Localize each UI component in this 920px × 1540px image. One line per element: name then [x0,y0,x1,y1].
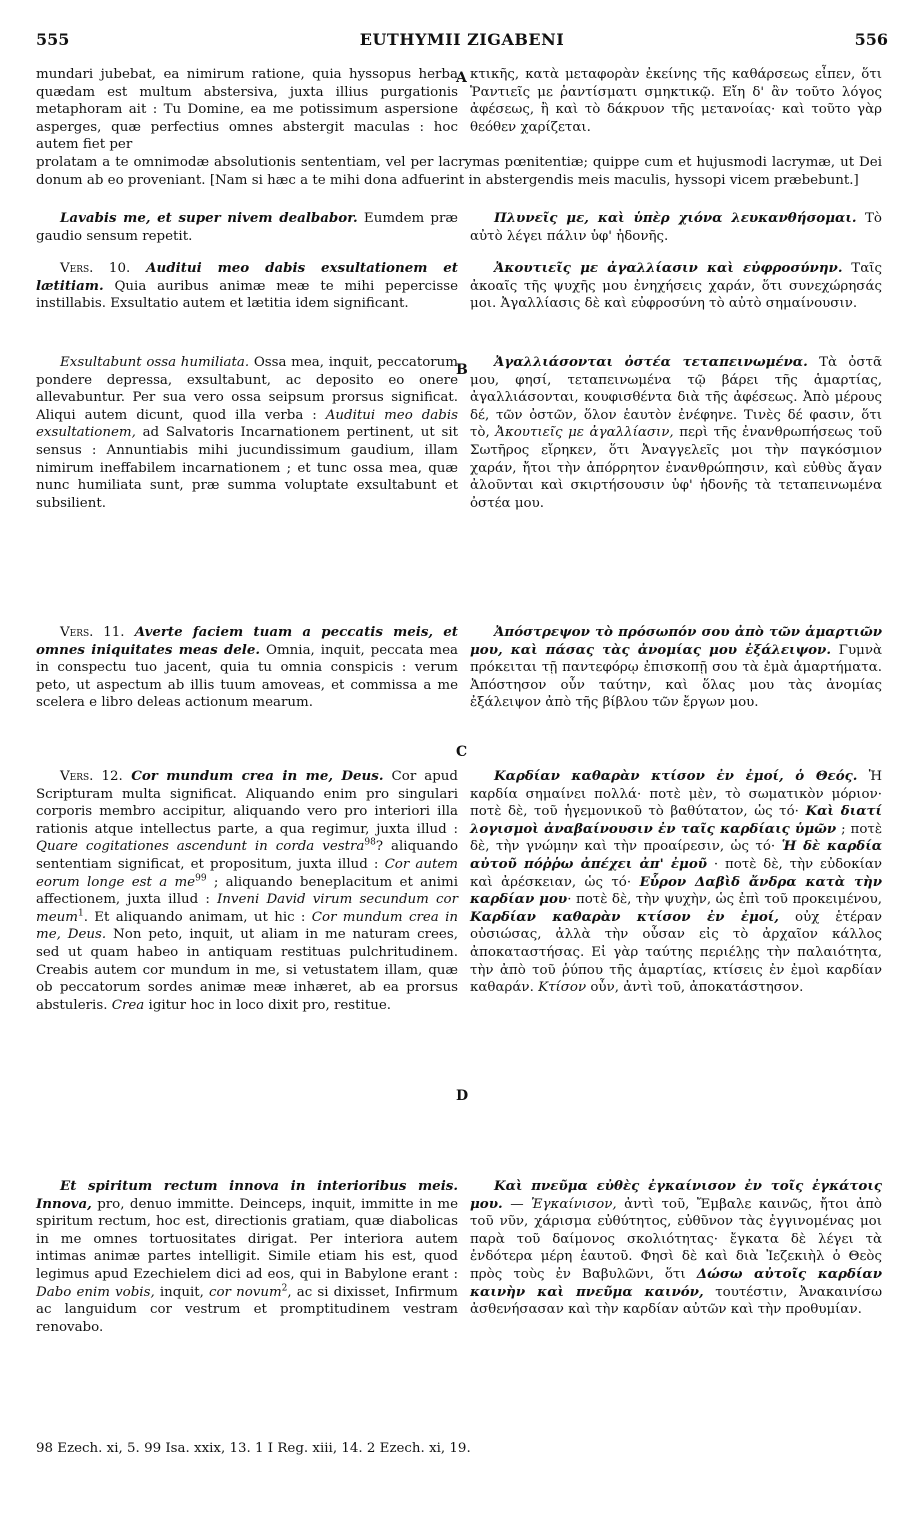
margin-marker-c: C [456,744,468,760]
footnote-ref: 98 [364,837,376,848]
verse-commentary: Ταῖς ἀκοαῖς τῆς ψυχῆς μου ἐνηχήσεις χαράν, ὅτι συνεχώρησάς μοι. Ἀγαλλίασις δὲ καὶ εὐφροσύνη τὸ αὐτὸ σημαίνουσιν. [470,261,882,312]
quotation: Cor autem eorum longe est a me [36,856,459,890]
verse-commentary: . Et aliquando animam, ut hic : [83,909,312,925]
verse-label: Vers. 12. [60,769,123,784]
verse-commentary: ; ποτὲ δὲ, τὴν γνώμην καὶ τὴν προαίρεσιν, ὡς τό· [470,821,883,855]
quotation: Καὶ διατί λογισμοὶ ἀναβαίνουσιν ἐν ταῖς καρδίαις ὑμῶν [470,803,883,837]
verse-lemma: Καρδίαν καθαρὰν κτίσον ἐν ἐμοί, ὁ Θεός. [494,768,858,784]
latin-verse-9 [36,210,458,245]
verse-commentary: Τὰ ὀστᾶ μου, φησί, τεταπεινωμένα τῷ βάρει τῆς ἁμαρτίας, ἀγαλλιάσονται, κουφισθέντα διὰ τῆς ἀφέσεως. Ἀπὸ μέρους δέ, τῶν ὀστῶν, ὅλον ἑαυτὸν ἐνέφηνε. Τινὲς δέ φασιν, ὅτι τὸ, [470,355,882,441]
verse-commentary: — [502,1196,532,1212]
verse-label: Vers. 11. [60,625,125,640]
quotation: Κτίσον [538,980,587,996]
verse-commentary: Cor apud Scripturam multa significat. Aliquando enim pro singulari corporis membro accipitur, aliquando vero pro interiori illa rationis atque intellectus parte, a qua regimur, juxta illud : [36,769,458,837]
greek-verse-10b [470,354,882,512]
quotation: Καρδίαν καθαρὰν κτίσον ἐν ἐμοί, [470,908,779,925]
latin-paragraph-opening [36,66,458,154]
verse-commentary: ἀντὶ τοῦ, Ἔμβαλε καινῶς, ἤτοι ἀπὸ τοῦ νῦν, χάρισμα εὐθύτητος, εὐθῦνον τὰς ἐγγινομένας μοι παρὰ τοῦ δαίμονος σκολιότητας· ἔγκατα δὲ λέγει τὰ ἐνδότερα μέρη ἑαυτοῦ. Φησὶ δὲ καὶ διὰ Ἰεζεκιὴλ ὁ Θεὸς πρὸς τοὺς ἐν Βαβυλῶνι, ὅτι [470,1196,882,1282]
greek-verse-11 [470,624,882,712]
verse-commentary: Ἡ καρδία σημαίνει πολλά· ποτὲ μὲν, τὸ σωματικὸν μόριον· ποτὲ δὲ, τοῦ ἡγεμονικοῦ τὸ βαθύτατον, ὡς τό· [470,769,882,820]
greek-verse-9 [470,210,882,245]
latin-verse-11 [36,624,458,712]
verse-lemma: Lavabis me, et super nivem dealbabor. [60,210,358,226]
verse-commentary: Omnia, inquit, peccata mea in conspectu tuo jacent, quia tu omnia conspicis : verum peto, ut aspectum ab illis tuum amoveas, et commissa a me scelera e libro deleas actionum mearum. [36,642,458,711]
verse-commentary: · ποτὲ δὲ, τὴν ψυχὴν, ὡς ἐπὶ τοῦ προκειμένου, [567,892,882,908]
verse-commentary: Τὸ αὐτὸ λέγει πάλιν ὑφ' ἡδονῆς. [470,211,882,244]
margin-marker-d: D [456,1088,469,1104]
quotation: Auditui meo dabis exsultationem, [36,407,458,441]
quotation: Quare cogitationes ascendunt in corda vestra [36,839,365,855]
quotation: cor novum [209,1284,282,1300]
verse-commentary: περὶ τῆς ἐνανθρωπήσεως τοῦ Σωτῆρος εἴρηκεν, ὅτι Ἀναγγελεῖς μοι τὴν παγκόσμιον χαράν, ἤτοι τὴν ἀπόρρητον ἐνανθρώπησιν, καὶ εὐθὺς ἄγαν ἀλοῦνται καὶ σκιρτήσουσιν ὑφ' ἡδονῆς τὰ τεταπεινωμένα ὀστέα μου. [470,425,883,511]
full-width-text [36,154,882,189]
margin-marker-b: B [456,362,468,378]
quotation: Εὗρον Δαβὶδ ἄνδρα κατὰ τὴν καρδίαν μου [470,873,882,908]
verse-commentary: Eumdem præ gaudio sensum repetit. [36,211,458,244]
running-header [36,30,888,54]
verse-lemma: Καὶ πνεῦμα εὐθὲς ἐγκαίνισον ἐν τοῖς ἐγκάτοις μου. [470,1178,882,1212]
verse-lemma: Ἀγαλλιάσονται ὀστέα τεταπεινωμένα. [494,354,808,370]
verse-lemma: Auditui meo dabis exsultationem et lætitiam. [36,260,458,294]
footnote-ref: 2 [281,1283,288,1294]
margin-marker-a: A [456,70,467,86]
verse-commentary: ad Salvatoris Incarnationem pertinent, ut sit sensus : Annuntiabis mihi jucundissimum gaudium, illam nimirum ineffabilem incarnationem ; et tunc ossa mea, quæ nunc humiliata sunt, præ summa voluptate exsultabunt et subsilient. [36,425,458,511]
verse-commentary: ; aliquando beneplacitum et animi affectionem, juxta illud : [36,874,459,908]
quotation: Inveni David virum secundum cor meum [36,892,458,925]
verse-commentary: ? aliquando sententiam significat, et propositum, juxta illud : [36,839,459,872]
running-title: EUTHYMII ZIGABENI [359,30,565,49]
greek-verse-12 [470,768,882,997]
quotation: Cor mundum crea in me, Deus. [36,909,458,943]
latin-verse-10b [36,354,458,512]
quotation: Innova, [36,1195,92,1212]
verse-commentary: Quia auribus animæ meæ te mihi pepercisse instillabis. Exsultatio autem et lætitia idem significant. [36,278,458,312]
latin-text: mundari jubebat, ea nimirum ratione, quia hyssopus herba quædam est multum abstersiva, juxta illius purgationis metaphoram ait : Tu Domine, ea me potissimum aspersione asperges, quæ perfectius omnes abstergit maculas : hoc autem fiet per [36,67,458,153]
verse-commentary: , ac si dixisset, Infirmum ac languidum cor vestrum et promptitudinem vestram renovabo. [36,1284,459,1335]
quotation: Crea [111,997,145,1013]
verse-commentary: οὖν, ἀντὶ τοῦ, ἀποκατάστησον. [586,980,804,996]
greek-paragraph-opening [470,66,882,136]
greek-verse-12b [470,1178,882,1319]
verse-commentary: τουτέστιν, Ἀνακαινίσω ἀσθενήσασαν καὶ τὴν καρδίαν αὐτῶν καὶ τὴν προθυμίαν. [470,1284,882,1318]
verse-lemma: Et spiritum rectum innova in interioribus meis. [60,1178,458,1194]
full-width-latin: prolatam a te omnimodæ absolutionis sententiam, vel per lacrymas pœnitentiæ; quippe cum et hujusmodi lacrymæ, ut Dei donum ab eo proveniant. [Nam si hæc a te mihi dona adfuerint in abstergendis meis maculis, hyssopi vicem præbebunt.] [36,155,882,188]
verse-commentary: pro, denuo immitte. Deinceps, inquit, immitte in me spiritum rectum, hoc est, directionis gratiam, quæ diabolicas in me omnes tortuositates dirigat. Per interiora autem intimas animæ partes intelligit. Simile etiam his est, quod legimus apud Ezechielem dici ad eos, qui in Babylone erant : [36,1196,458,1282]
verse-commentary: · ποτὲ δὲ, τὴν εὐδοκίαν καὶ ἀρέσκειαν, ὡς τό· [470,856,883,890]
latin-verse-12 [36,768,458,1014]
verse-commentary: Γυμνὰ πρόκειται τῇ παντεφόρῳ ἐπισκοπῇ σου τὰ ἐμὰ ἁμαρτήματα. Ἀπόστησον οὖν ταύτην, καὶ ὅλας μου τὰς ἀνομίας ἐξάλειψον ἀπὸ τῆς βίβλου τῶν ἔργων μου. [470,642,882,711]
greek-text: κτικῆς, κατὰ μεταφορὰν ἐκείνης τῆς καθάρσεως εἶπεν, ὅτι Ῥαντιεῖς με ῥαντίσματι σμηκτικῷ. Εἴη δ' ἂν τοῦτο λόγος ἀφέσεως, ἢ καὶ τὸ δάκρυον τῆς μετανοίας· καὶ τοῦτο γὰρ θεόθεν χαρίζεται. [470,67,882,135]
verse-lemma: Exsultabunt ossa humiliata. [60,355,250,370]
verse-commentary: inquit, [154,1284,209,1300]
verse-commentary: Ossa mea, inquit, peccatorum pondere depressa, exsultabunt, ac deposito eo onere allevabuntur. Per sua vero ossa seipsum prorsus significat. Aliqui autem dicunt, quod illa verba : [36,355,459,423]
quotation: Ἡ δὲ καρδία αὐτοῦ πόῤῥω ἀπέχει ἀπ' ἐμοῦ [470,838,883,872]
latin-verse-12b [36,1178,458,1336]
verse-commentary: οὐχ ἑτέραν οὐσιώσας, ἀλλὰ τὴν οὖσαν εἰς τὸ ἀρχαῖον κάλλος ἀποκαταστήσας. Εἰ γὰρ ταύτης περιέλῃς τὴν παλαιότητα, τὴν ἀπὸ τοῦ ῥύπου τῆς ἁμαρτίας, κτίσεις ἐν ἐμοὶ καρδίαν καθαράν. [470,909,882,996]
verse-lemma: Πλυνεῖς με, καὶ ὑπὲρ χιόνα λευκανθήσομαι. [494,210,857,226]
verse-commentary: Non peto, inquit, ut aliam in me naturam crees, sed ut quam habeo in antiquam restituas pulchritudinem. Creabis autem cor mundum in me, si vetustatem illam, quæ ob peccatorum sordes animæ meæ inhæret, ab ea prorsus abstuleris. [36,927,458,1013]
verse-lemma: Ἀκουτιεῖς με ἀγαλλίασιν καὶ εὐφροσύνην. [494,260,843,276]
footnotes: 98 Ezech. xi, 5. 99 Isa. xxix, 13. 1 I Reg. xiii, 14. 2 Ezech. xi, 19. [36,1441,471,1456]
page-number-right: 556 [854,30,888,49]
footnote-ref: 1 [77,908,84,919]
verse-label: Vers. 10. [60,261,131,276]
page-number-left: 555 [36,30,70,49]
quotation: Δώσω αὐτοῖς καρδίαν καινὴν καὶ πνεῦμα καινόν, [470,1265,882,1300]
quotation: Ἀκουτιεῖς με ἀγαλλίασιν, [495,425,674,441]
verse-lemma: Ἀπόστρεψον τὸ πρόσωπόν σου ἀπὸ τῶν ἁμαρτιῶν μου, καὶ πάσας τὰς ἀνομίας μου ἐξάλειψον. [470,624,882,658]
verse-lemma: Cor mundum crea in me, Deus. [122,768,384,784]
footnote-ref: 99 [195,873,207,884]
greek-verse-10 [470,260,882,313]
quotation: Ἐγκαίνισον, [531,1196,617,1212]
verse-lemma: Averte faciem tuam a peccatis meis, et omnes iniquitates meas dele. [36,624,458,658]
latin-verse-10 [36,260,458,313]
quotation: Dabo enim vobis, [36,1284,155,1300]
verse-commentary: igitur hoc in loco dixit pro, restitue. [144,997,392,1013]
